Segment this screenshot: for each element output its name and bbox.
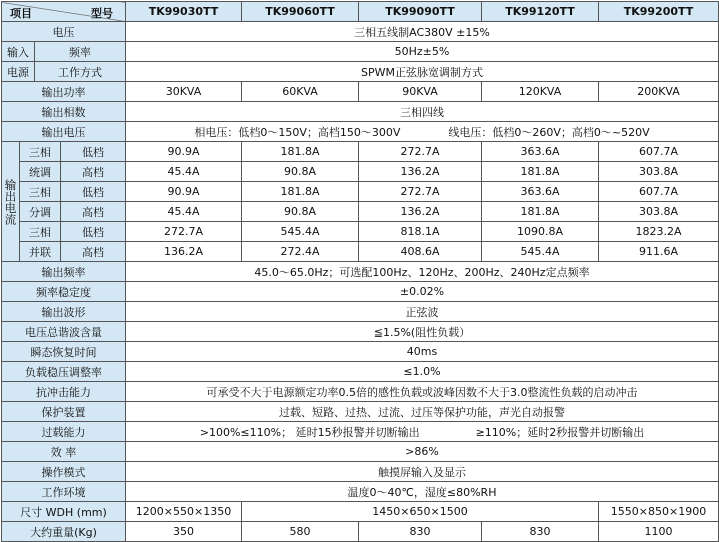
cell: 303.8A xyxy=(599,162,719,182)
surge-row xyxy=(2,382,719,402)
input-group-label-2: 电源 xyxy=(2,62,35,82)
cell: 303.8A xyxy=(599,202,719,222)
operation-row xyxy=(2,462,719,482)
row-value: >86% xyxy=(126,442,719,462)
efficiency-row xyxy=(2,442,719,462)
model-header: TK99090TT xyxy=(359,2,482,22)
transient-recovery-row xyxy=(2,342,719,362)
current-group-label: 三相 xyxy=(20,182,61,202)
output-waveform-row xyxy=(2,302,719,322)
cell: 1200×550×1350 xyxy=(126,502,242,522)
load-regulation-row xyxy=(2,362,719,382)
cell: 90.8A xyxy=(242,162,359,182)
row-label: 频率稳定度 xyxy=(2,282,126,302)
row-value: 过载、短路、过热、过流、过压等保护功能，声光自动报警 xyxy=(126,402,719,422)
row-label: 输出电压 xyxy=(2,122,126,142)
cell: 136.2A xyxy=(126,242,242,262)
output-frequency-row xyxy=(2,262,719,282)
row-label: 输出频率 xyxy=(2,262,126,282)
header-model-label: 型号 xyxy=(91,7,113,20)
spec-table xyxy=(1,1,719,542)
cell: 830 xyxy=(482,522,599,542)
line-voltage: 线电压：低档0～260V；高档0～~520V xyxy=(448,125,650,139)
row-label: 工作环境 xyxy=(2,482,126,502)
row-value: 温度0～40℃，湿度≤80%RH xyxy=(126,482,719,502)
current-group-label: 三相 xyxy=(20,142,61,162)
row-label: 保护装置 xyxy=(2,402,126,422)
range-label: 低档 xyxy=(61,142,126,162)
cell: 830 xyxy=(359,522,482,542)
cell: 272.7A xyxy=(126,222,242,242)
cell: 1450×650×1500 xyxy=(242,502,599,522)
row-value xyxy=(126,422,719,442)
current-row xyxy=(2,142,719,162)
range-label: 高档 xyxy=(61,242,126,262)
row-label: 大约重量(Kg) xyxy=(2,522,126,542)
range-label: 低档 xyxy=(61,222,126,242)
row-value: 三相四线 xyxy=(126,102,719,122)
current-group-label: 分调 xyxy=(20,202,61,222)
row-label: 输出波形 xyxy=(2,302,126,322)
row-value: 正弦波 xyxy=(126,302,719,322)
output-voltage-row xyxy=(2,122,719,142)
row-value: 50Hz±5% xyxy=(126,42,719,62)
cell: 45.4A xyxy=(126,162,242,182)
header-item-label: 项目 xyxy=(10,7,32,20)
range-label: 高档 xyxy=(61,202,126,222)
cell: 1090.8A xyxy=(482,222,599,242)
current-row xyxy=(2,162,719,182)
row-value: 45.0～65.0Hz；可选配100Hz、120Hz、200Hz、240Hz定点频率 xyxy=(126,262,719,282)
cell: 545.4A xyxy=(482,242,599,262)
overload-row xyxy=(2,422,719,442)
output-current-label: 输出电流 xyxy=(2,142,20,262)
current-row xyxy=(2,182,719,202)
cell: 272.4A xyxy=(242,242,359,262)
row-value xyxy=(126,122,719,142)
frequency-stability-row xyxy=(2,282,719,302)
row-value: 40ms xyxy=(126,342,719,362)
row-label: 输出相数 xyxy=(2,102,126,122)
cell: 30KVA xyxy=(126,82,242,102)
row-value: ±0.02% xyxy=(126,282,719,302)
cell: 408.6A xyxy=(359,242,482,262)
row-label: 过载能力 xyxy=(2,422,126,442)
cell: 90KVA xyxy=(359,82,482,102)
row-label: 输出功率 xyxy=(2,82,126,102)
row-label: 电压 xyxy=(2,22,126,42)
cell: 90.8A xyxy=(242,202,359,222)
cell: 45.4A xyxy=(126,202,242,222)
frequency-row xyxy=(2,42,719,62)
header-corner xyxy=(2,2,126,22)
cell: 607.7A xyxy=(599,182,719,202)
work-mode-row xyxy=(2,62,719,82)
cell: 1550×850×1900 xyxy=(599,502,719,522)
row-label: 瞬态恢复时间 xyxy=(2,342,126,362)
row-label: 尺寸 WDH (mm) xyxy=(2,502,126,522)
environment-row xyxy=(2,482,719,502)
cell: 90.9A xyxy=(126,142,242,162)
model-header: TK99200TT xyxy=(599,2,719,22)
row-value: 三相五线制AC380V ±15% xyxy=(126,22,719,42)
cell: 580 xyxy=(242,522,359,542)
row-value: 触摸屏输入及显示 xyxy=(126,462,719,482)
protection-row xyxy=(2,402,719,422)
cell: 1823.2A xyxy=(599,222,719,242)
output-phases-row xyxy=(2,102,719,122)
cell: 181.8A xyxy=(482,202,599,222)
cell: 200KVA xyxy=(599,82,719,102)
weight-row xyxy=(2,522,719,542)
cell: 272.7A xyxy=(359,142,482,162)
row-label: 操作模式 xyxy=(2,462,126,482)
current-row xyxy=(2,202,719,222)
row-value: 可承受不大于电源额定功率0.5倍的感性负载或波峰因数不大于3.0整流性负载的启动冲击 xyxy=(126,382,719,402)
input-group-label-1: 输入 xyxy=(2,42,35,62)
row-label: 效 率 xyxy=(2,442,126,462)
model-header: TK99120TT xyxy=(482,2,599,22)
row-label: 负载稳压调整率 xyxy=(2,362,126,382)
cell: 136.2A xyxy=(359,202,482,222)
cell: 363.6A xyxy=(482,182,599,202)
cell: 120KVA xyxy=(482,82,599,102)
dimensions-row xyxy=(2,502,719,522)
output-power-row xyxy=(2,82,719,102)
row-label: 频率 xyxy=(35,42,126,62)
header-row xyxy=(2,2,719,22)
cell: 545.4A xyxy=(242,222,359,242)
cell: 90.9A xyxy=(126,182,242,202)
range-label: 低档 xyxy=(61,182,126,202)
current-group-label: 三相 xyxy=(20,222,61,242)
cell: 363.6A xyxy=(482,142,599,162)
overload-part-1: >100%≤110%； 延时15秒报警并切断输出 xyxy=(199,425,420,439)
current-group-label: 并联 xyxy=(20,242,61,262)
row-value: ≦1.5%(阻性负载） xyxy=(126,322,719,342)
cell: 136.2A xyxy=(359,162,482,182)
thd-row xyxy=(2,322,719,342)
model-header: TK99060TT xyxy=(242,2,359,22)
current-group-label: 统调 xyxy=(20,162,61,182)
current-row xyxy=(2,242,719,262)
cell: 818.1A xyxy=(359,222,482,242)
cell: 911.6A xyxy=(599,242,719,262)
cell: 272.7A xyxy=(359,182,482,202)
model-header: TK99030TT xyxy=(126,2,242,22)
cell: 607.7A xyxy=(599,142,719,162)
row-label: 电压总谐波含量 xyxy=(2,322,126,342)
current-row xyxy=(2,222,719,242)
row-value: SPWM正弦脉宽调制方式 xyxy=(126,62,719,82)
cell: 1100 xyxy=(599,522,719,542)
cell: 350 xyxy=(126,522,242,542)
overload-part-2: ≥110%；延时2秒报警并切断输出 xyxy=(475,425,645,439)
voltage-row xyxy=(2,22,719,42)
row-label: 抗冲击能力 xyxy=(2,382,126,402)
row-value: ≤1.0% xyxy=(126,362,719,382)
cell: 60KVA xyxy=(242,82,359,102)
cell: 181.8A xyxy=(242,182,359,202)
phase-voltage: 相电压：低档0～150V；高档150～300V xyxy=(194,125,401,139)
row-label: 工作方式 xyxy=(35,62,126,82)
cell: 181.8A xyxy=(482,162,599,182)
range-label: 高档 xyxy=(61,162,126,182)
cell: 181.8A xyxy=(242,142,359,162)
